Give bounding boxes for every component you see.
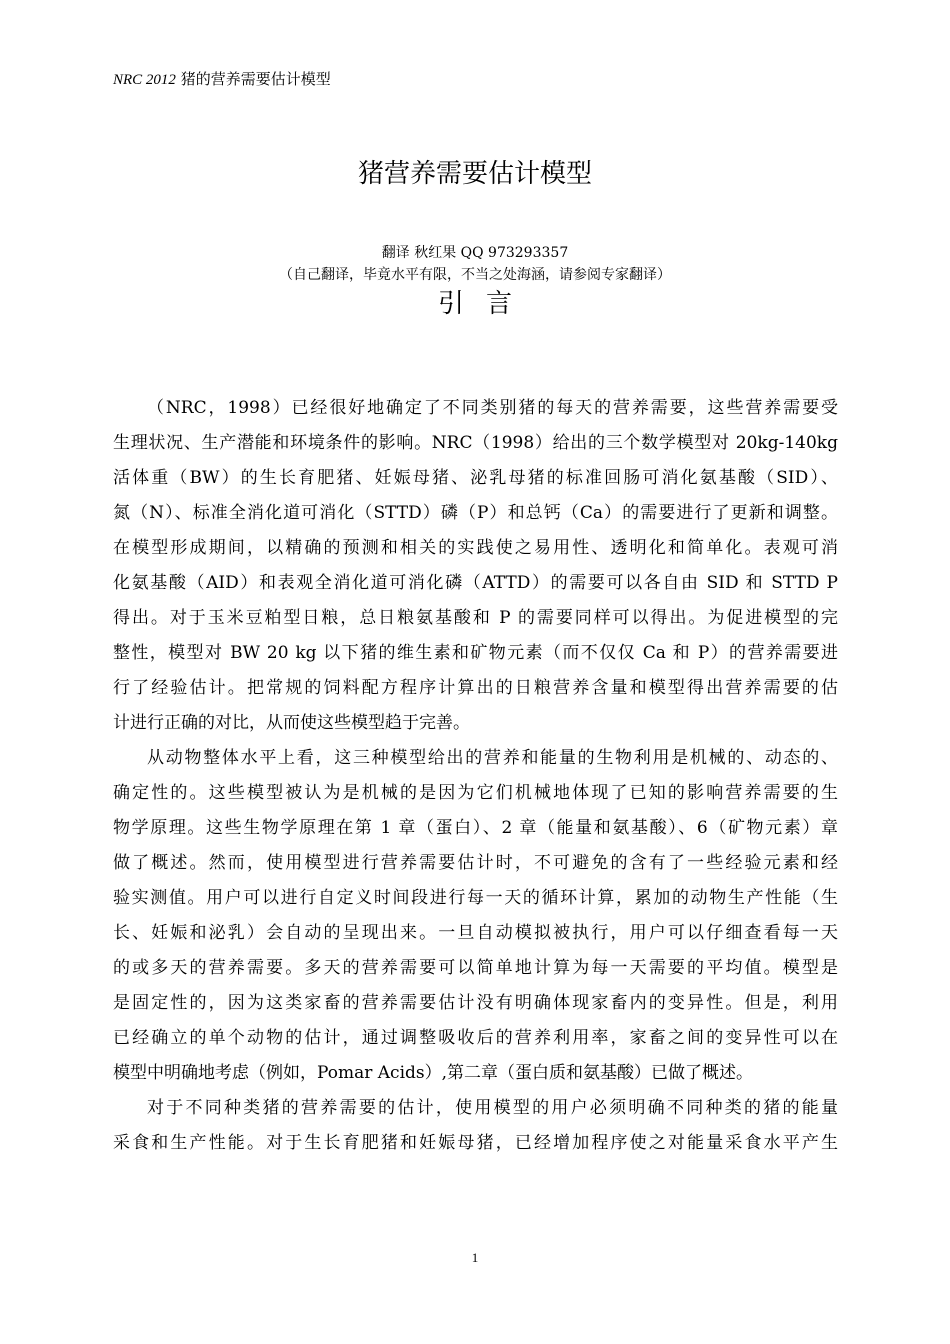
paragraph-1-line: 氮（N）、标准全消化道可消化（STTD）磷（P）和总钙（Ca）的需要进行了更新和调整。 [113,503,838,523]
paragraph-1-line: 在模型形成期间，以精确的预测和相关的实践使之易用性、透明化和简单化。表观可消 [113,538,838,558]
paragraph-2-line: 已经确立的单个动物的估计，通过调整吸收后的营养利用率，家畜之间的变异性可以在 [113,1028,838,1048]
running-header-series: NRC 2012 [113,72,176,88]
running-header-title: 猪的营养需要估计模型 [175,70,331,88]
paragraph-2-line: 模型中明确地考虑（例如，Pomar Acids）,第二章（蛋白质和氨基酸）已做了概述。 [113,1063,754,1083]
paragraph-1-line: 行了经验估计。把常规的饲料配方程序计算出的日粮营养含量和模型得出营养需要的估 [113,678,838,698]
paragraph-2-line: 是固定性的，因为这类家畜的营养需要估计没有明确体现家畜内的变异性。但是，利用 [113,993,838,1013]
document-title: 猪营养需要估计模型 [357,159,592,189]
paragraph-2-line: 物学原理。这些生物学原理在第 1 章（蛋白）、2 章（能量和氨基酸）、6（矿物元素）章 [113,818,838,838]
paragraph-1-line: 整性，模型对 BW 20 kg 以下猪的维生素和矿物元素（而不仅仅 Ca 和 P）的营养需要进 [113,643,838,663]
paragraph-1-line: 化氨基酸（AID）和表观全消化道可消化磷（ATTD）的需要可以各自由 SID 和 STTD P [113,573,838,593]
paragraph-1-line: 计进行正确的对比，从而使这些模型趋于完善。 [113,713,470,733]
running-header [113,70,331,89]
paragraph-1-line: 得出。对于玉米豆粕型日粮，总日粮氨基酸和 P 的需要同样可以得出。为促进模型的完 [113,608,838,628]
translator-disclaimer: （自己翻译，毕竟水平有限，不当之处海涵，请参阅专家翻译） [279,267,671,283]
paragraph-2-line: 长、妊娠和泌乳）会自动的呈现出来。一旦自动模拟被执行，用户可以仔细查看每一天 [113,923,838,943]
translator-credit: 翻译 秋红果 QQ 973293357 [381,245,569,261]
paragraph-2-line: 验实测值。用户可以进行自定义时间段进行每一天的循环计算，累加的动物生产性能（生 [113,888,838,908]
paragraph-1-line: 活体重（BW）的生长育肥猪、妊娠母猪、泌乳母猪的标准回肠可消化氨基酸（SID）、 [113,468,838,488]
paragraph-2-line: 做了概述。然而，使用模型进行营养需要估计时，不可避免的含有了一些经验元素和经 [113,853,838,873]
paragraph-1-line: 生理状况、生产潜能和环境条件的影响。NRC（1998）给出的三个数学模型对 20kg-140kg [113,433,838,453]
page-number: 1 [471,1250,479,1265]
paragraph-2-line: 确定性的。这些模型被认为是机械的是因为它们机械地体现了已知的影响营养需要的生 [113,783,838,803]
section-heading: 引言 [437,289,534,319]
paragraph-2-line: 的或多天的营养需要。多天的营养需要可以简单地计算为每一天需要的平均值。模型是 [113,958,838,978]
paragraph-2-line: 从动物整体水平上看，这三种模型给出的营养和能量的生物利用是机械的、动态的、 [147,748,838,768]
paragraph-1-line: （NRC，1998）已经很好地确定了不同类别猪的每天的营养需要，这些营养需要受 [147,398,838,418]
paragraph-3-line: 采食和生产性能。对于生长育肥猪和妊娠母猪，已经增加程序使之对能量采食水平产生 [113,1133,838,1153]
paragraph-3-line: 对于不同种类猪的营养需要的估计，使用模型的用户必须明确不同种类的猪的能量 [147,1098,838,1118]
